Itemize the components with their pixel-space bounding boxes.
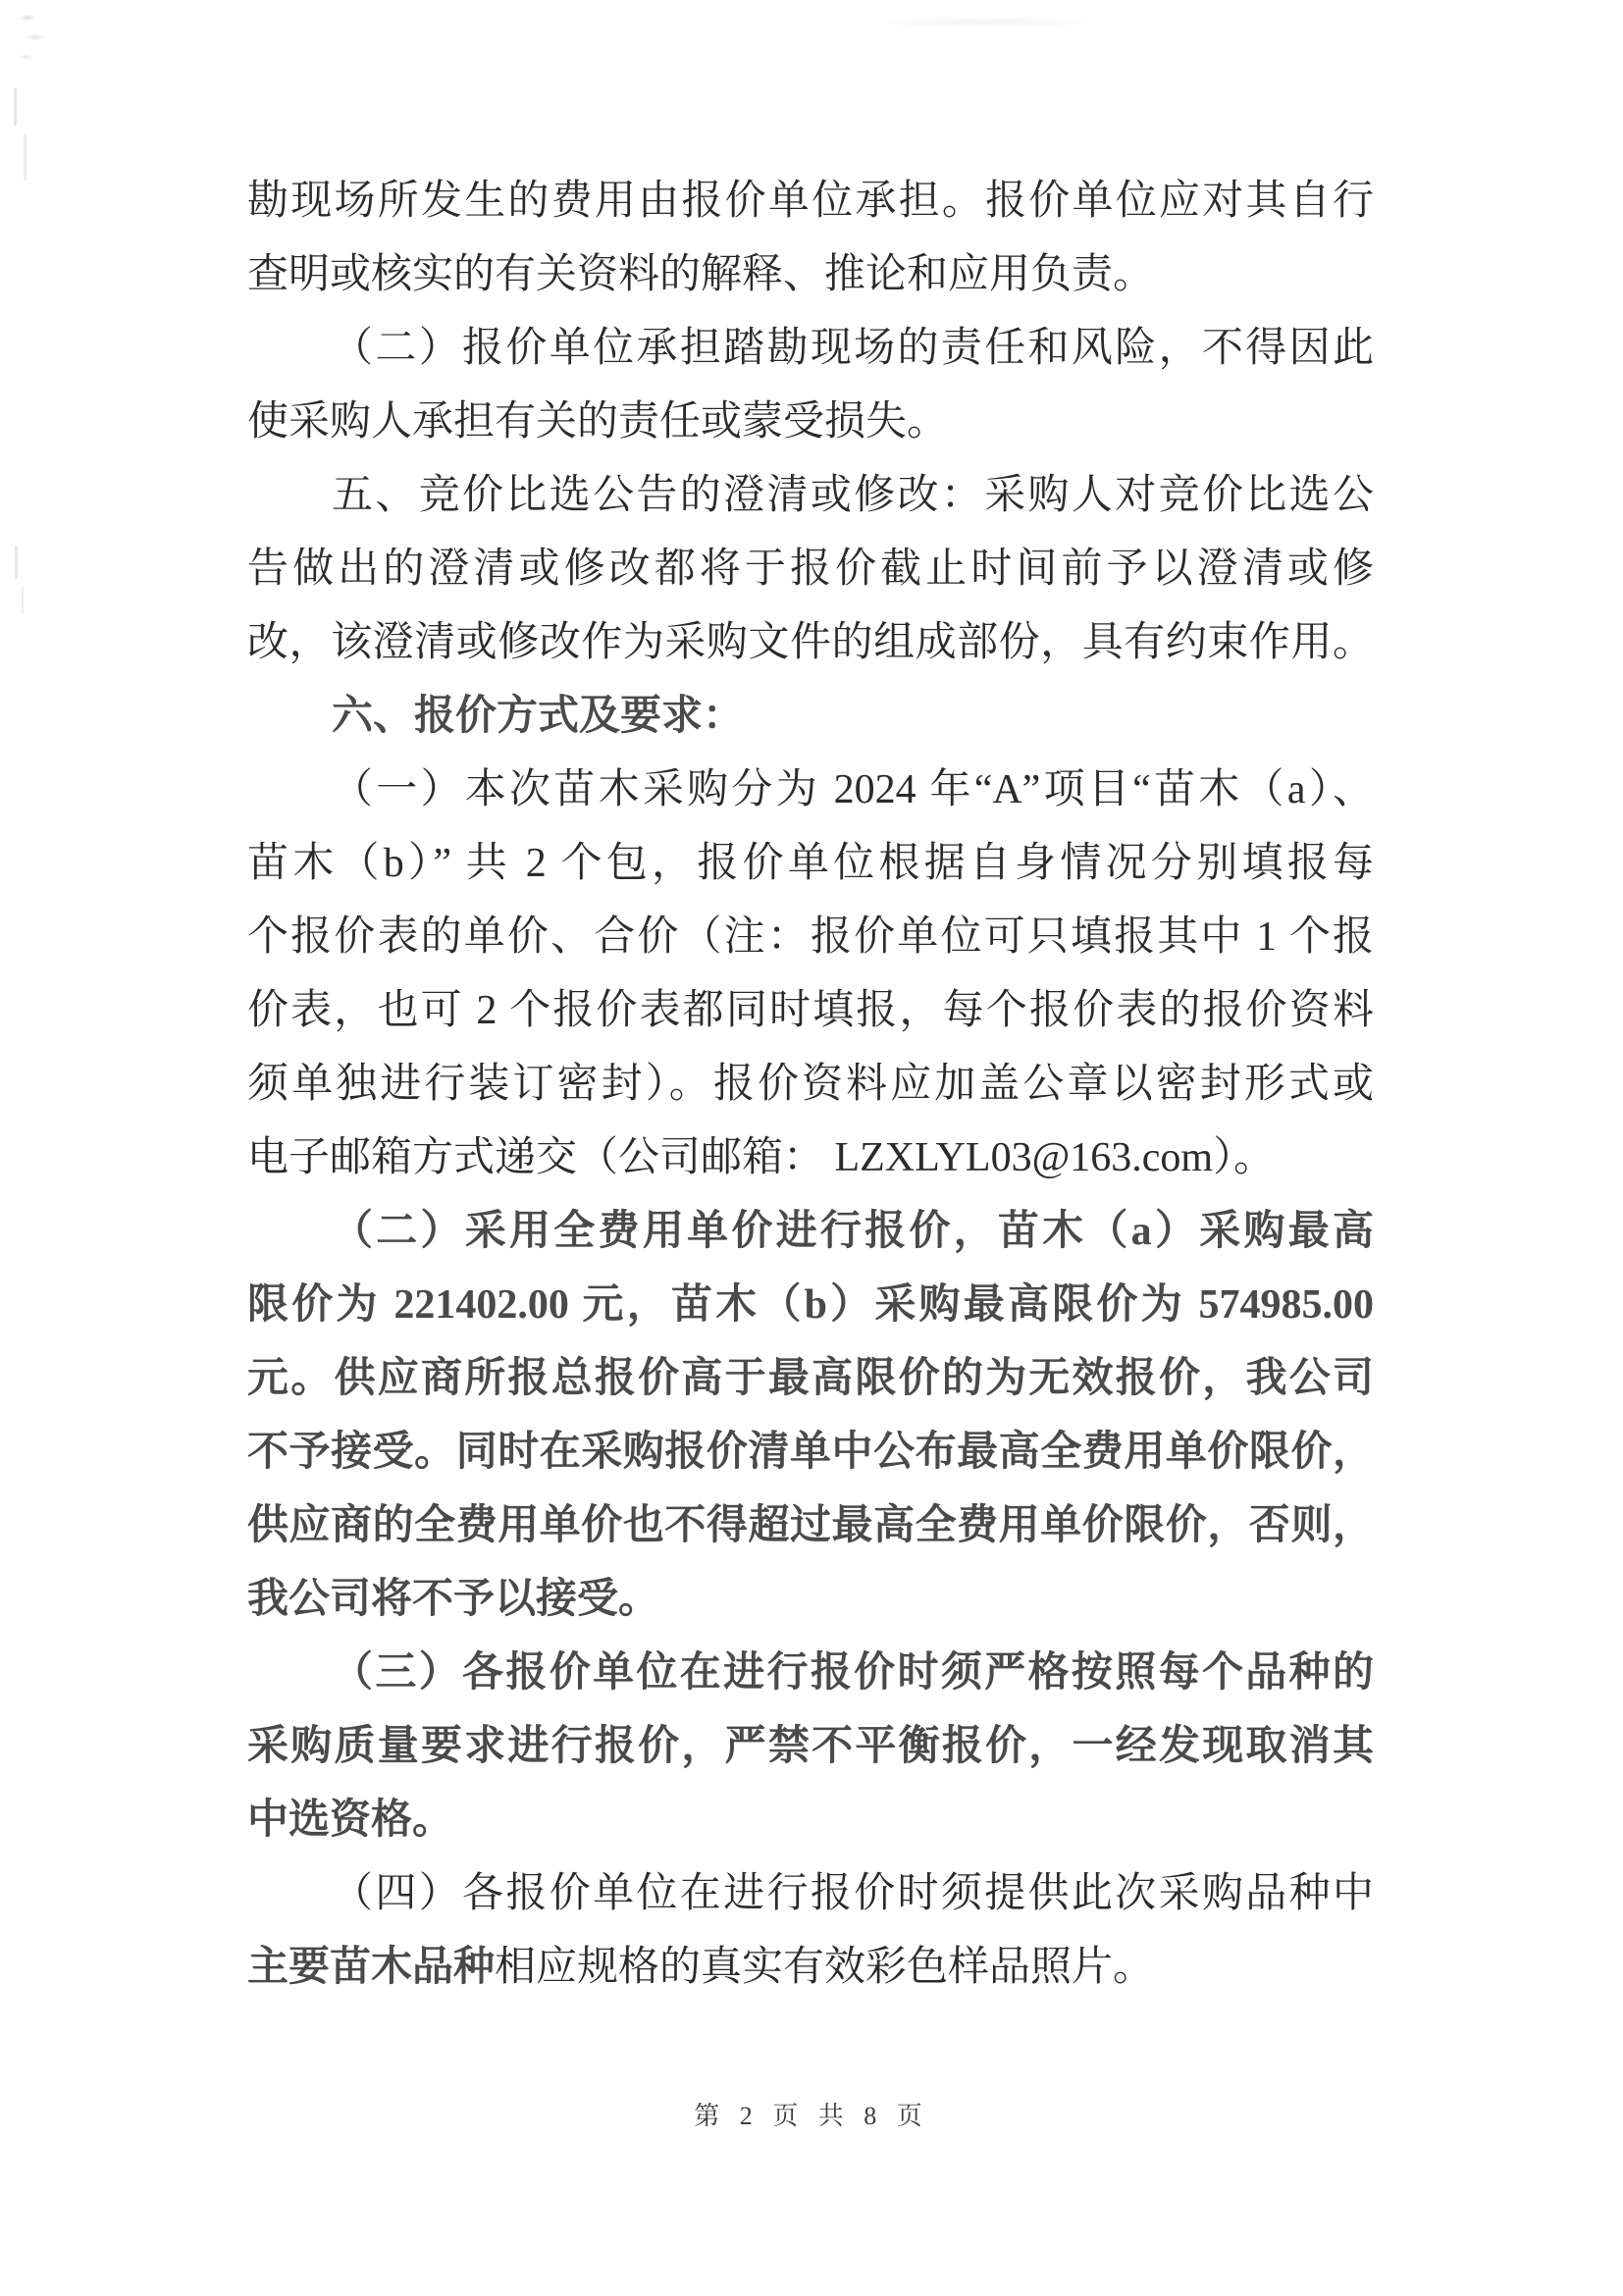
text-line: [247, 238, 1374, 312]
text-line: [247, 1489, 1374, 1563]
page-number: 第 2 页 共 8 页: [694, 2102, 929, 2130]
text-line: [247, 901, 1374, 974]
text-line: [247, 1195, 1374, 1269]
text-line: [247, 1637, 1374, 1710]
text-line: [247, 1784, 1374, 1857]
text-segment: 使采购人承担有关的责任或蒙受损失。: [247, 399, 949, 444]
text-line: [247, 606, 1374, 680]
text-segment: 五、竞价比选公告的澄清或修改：采购人对竞价比选公: [332, 473, 1374, 518]
page-footer: [0, 2096, 1623, 2132]
text-segment: （一）本次苗木采购分为 2024 年“A”项目“苗木（a）、: [332, 767, 1374, 812]
text-line: [247, 1048, 1374, 1122]
text-segment: 查明或核实的有关资料的解释、推论和应用负责。: [247, 252, 1155, 297]
text-segment: 个报价表的单价、合价（注：报价单位可只填报其中 1 个报: [247, 914, 1374, 960]
scan-artifact: [824, 10, 1148, 35]
bold-text-segment: 六、报价方式及要求：: [332, 694, 745, 739]
text-line: [247, 1563, 1374, 1637]
text-line: [247, 1342, 1374, 1416]
text-line: [247, 312, 1374, 386]
text-line: [247, 533, 1374, 606]
bold-text-segment: 采购质量要求进行报价，严禁不平衡报价，一经发现取消其: [247, 1724, 1374, 1769]
bold-text-segment: （三）各报价单位在进行报价时须严格按照每个品种的: [332, 1650, 1374, 1696]
text-line: [247, 1857, 1374, 1931]
text-line: [247, 827, 1374, 901]
text-segment: 须单独进行装订密封）。报价资料应加盖公章以密封形式或: [247, 1062, 1374, 1107]
text-segment: 勘现场所发生的费用由报价单位承担。报价单位应对其自行: [247, 179, 1374, 224]
text-segment: 相应规格的真实有效彩色样品照片。: [495, 1945, 1155, 1990]
bold-text-segment: 中选资格。: [247, 1798, 454, 1843]
scan-artifact: [16, 8, 49, 67]
text-line: [247, 1416, 1374, 1489]
text-line: [247, 754, 1374, 827]
text-line: [247, 1122, 1374, 1195]
bold-text-segment: （二）采用全费用单价进行报价，苗木（a）采购最高: [332, 1209, 1374, 1254]
text-segment: 告做出的澄清或修改都将于报价截止时间前予以澄清或修: [247, 547, 1374, 592]
bold-text-segment: 限价为 221402.00 元，苗木（b）采购最高限价为 574985.00: [247, 1282, 1374, 1328]
text-segment: 苗木（b）” 共 2 个包，报价单位根据自身情况分别填报每: [247, 841, 1374, 886]
text-line: [247, 680, 1374, 754]
text-line: [247, 1269, 1374, 1342]
text-line: [247, 1931, 1374, 2005]
scan-artifact: [12, 542, 33, 620]
text-segment: （二）报价单位承担踏勘现场的责任和风险，不得因此: [332, 326, 1374, 371]
text-segment: （四）各报价单位在进行报价时须提供此次采购品种中: [332, 1871, 1374, 1916]
text-line: [247, 459, 1374, 533]
text-line: [247, 1710, 1374, 1784]
scan-artifact: [10, 82, 35, 190]
text-line: [247, 974, 1374, 1048]
bold-text-segment: 元。供应商所报总报价高于最高限价的为无效报价，我公司: [247, 1356, 1374, 1401]
text-segment: 改，该澄清或修改作为采购文件的组成部份，具有约束作用。: [247, 620, 1374, 665]
text-segment: 电子邮箱方式递交（公司邮箱： LZXLYL03@163.com）。: [247, 1135, 1276, 1180]
bold-text-segment: 不予接受。同时在采购报价清单中公布最高全费用单价限价，: [247, 1430, 1374, 1475]
document-body: [247, 165, 1374, 2005]
bold-text-segment: 我公司将不予以接受。: [247, 1577, 660, 1622]
bold-text-segment: 供应商的全费用单价也不得超过最高全费用单价限价，否则，: [247, 1503, 1374, 1548]
text-line: [247, 165, 1374, 238]
text-segment: 价表，也可 2 个报价表都同时填报，每个报价表的报价资料: [247, 988, 1374, 1033]
text-line: [247, 386, 1374, 459]
bold-text-segment: 主要苗木品种: [247, 1945, 496, 1990]
